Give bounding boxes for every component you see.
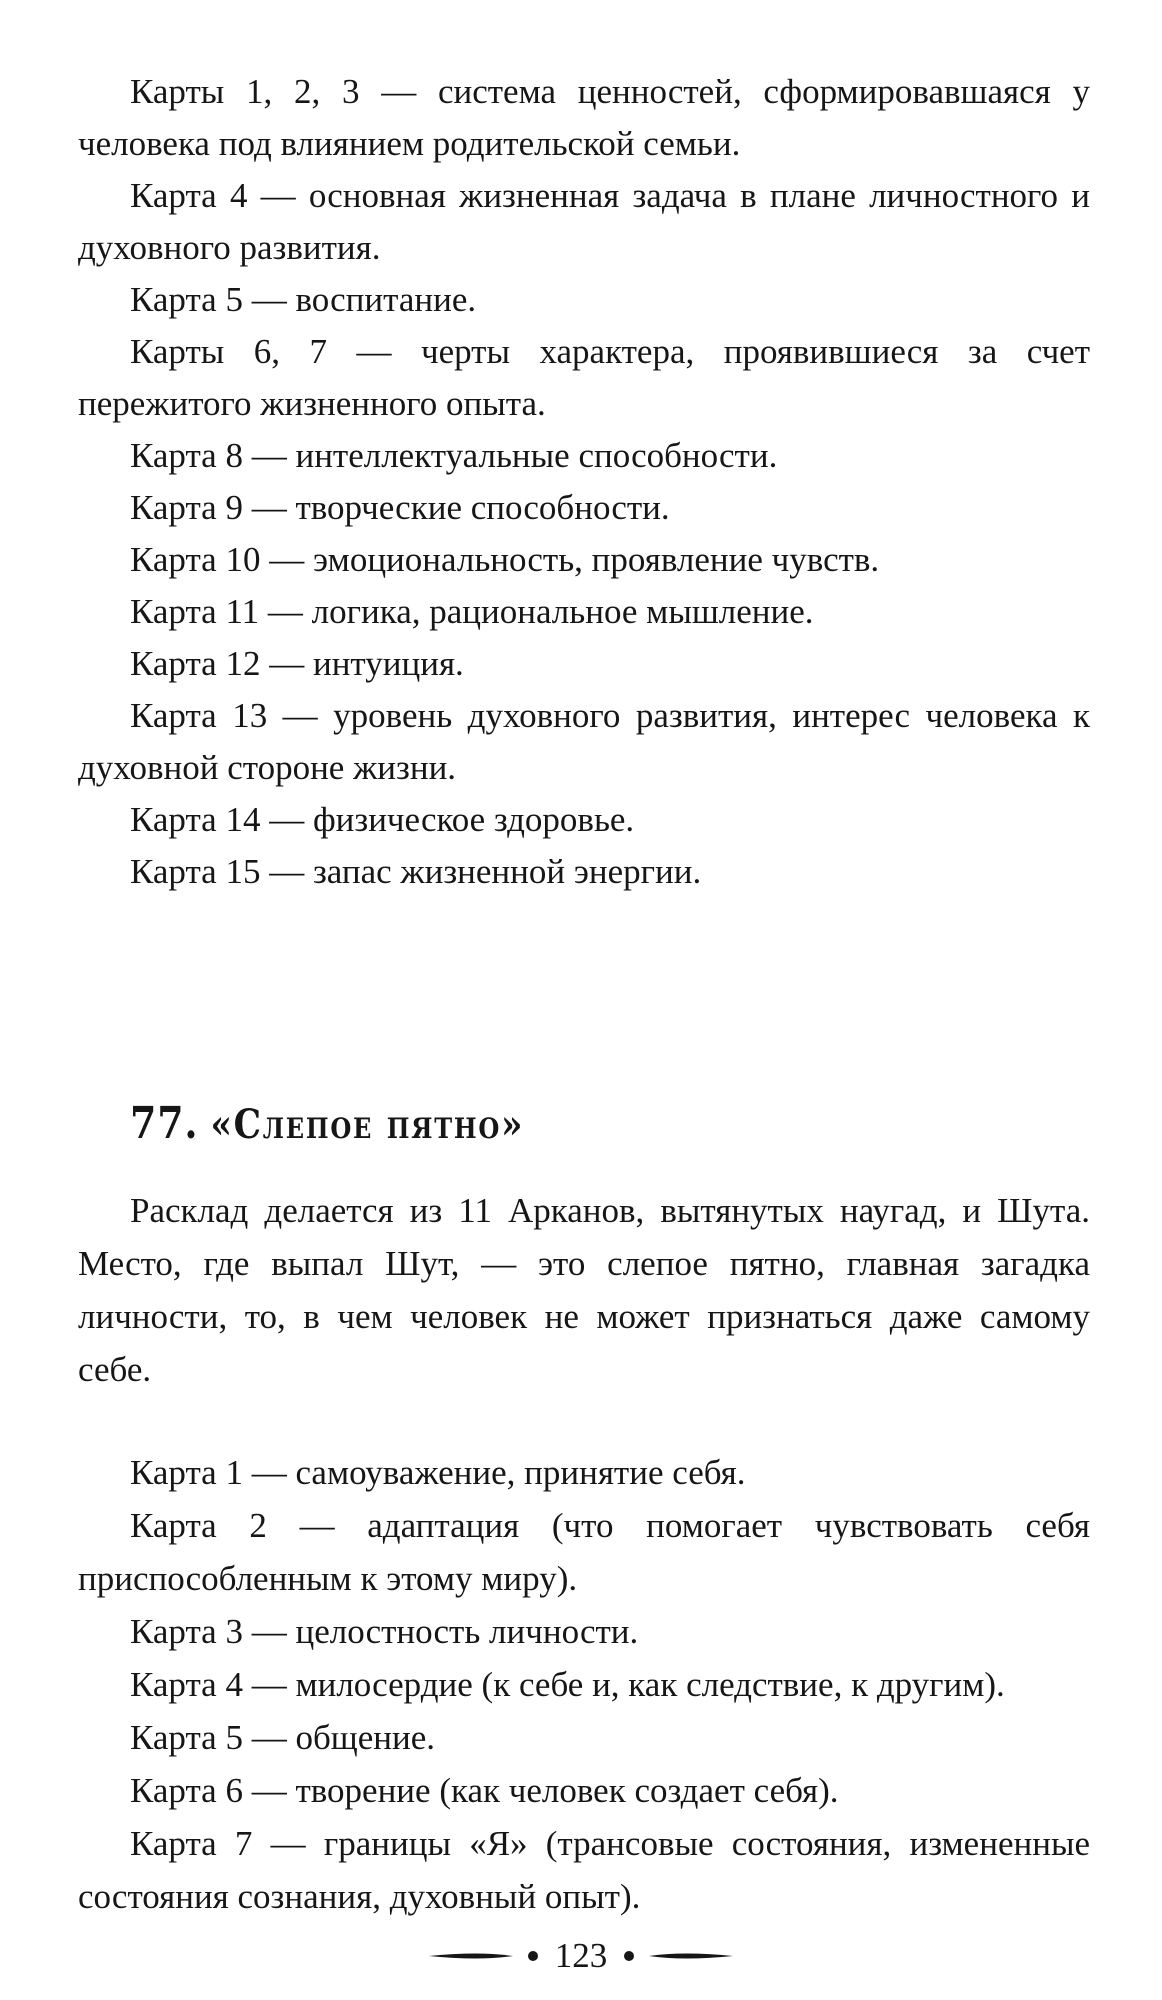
list-item: Карта 3 — целостность личности. [130, 1612, 639, 1651]
list-item: Карта 6 — творение (как человек создает себя). [130, 1771, 839, 1810]
right-ornament-icon [621, 1948, 733, 1964]
book-page [78, 66, 1090, 1916]
list-item: Карта 4 — основная жизненная задача в плане личностного и духовного развития. [78, 176, 1090, 267]
list-item: Карта 9 — творческие способности. [130, 488, 670, 527]
section-title: «Слепое пятно» [210, 1101, 525, 1148]
section-heading [130, 1098, 524, 1149]
section-intro [78, 1184, 1090, 1396]
card-meanings-list-top [78, 66, 1090, 898]
page-footer [0, 1936, 1162, 1976]
list-item: Карта 4 — милосердие (к себе и, как следствие, к другим). [130, 1665, 1005, 1704]
list-item: Карта 5 — общение. [130, 1718, 436, 1757]
card-meanings-list [78, 1446, 1090, 1923]
list-item: Карта 14 — физическое здоровье. [130, 800, 635, 839]
list-item: Карта 13 — уровень духовного развития, интерес человека к духовной стороне жизни. [78, 696, 1090, 787]
list-item: Карты 6, 7 — черты характера, проявившиеся за счет пережитого жизненного опыта. [78, 332, 1090, 423]
list-item: Карта 12 — интуиция. [130, 644, 464, 683]
list-item: Карты 1, 2, 3 — система ценностей, сформировавшаяся у человека под влиянием родительской семьи. [78, 72, 1090, 163]
left-ornament-icon [429, 1948, 541, 1964]
section-number: 77. [130, 1098, 199, 1149]
list-item: Карта 5 — воспитание. [130, 280, 477, 319]
intro-paragraph: Расклад делается из 11 Арканов, вытянутых наугад, и Шута. Место, где выпал Шут, — это слепое пятно, главная загадка личности, то, в чем человек не может признаться даже самому себе. [78, 1191, 1090, 1389]
list-item: Карта 8 — интеллектуальные способности. [130, 436, 778, 475]
list-item: Карта 10 — эмоциональность, проявление чувств. [130, 540, 880, 579]
list-item: Карта 11 — логика, рациональное мышление. [130, 592, 814, 631]
list-item: Карта 1 — самоуважение, принятие себя. [130, 1453, 746, 1492]
list-item: Карта 2 — адаптация (что помогает чувствовать себя приспособленным к этому миру). [78, 1506, 1090, 1598]
list-item: Карта 7 — границы «Я» (трансовые состояния, измененные состояния сознания, духовный опыт). [78, 1824, 1090, 1916]
page-number: 123 [554, 1936, 608, 1975]
list-item: Карта 15 — запас жизненной энергии. [130, 852, 702, 891]
